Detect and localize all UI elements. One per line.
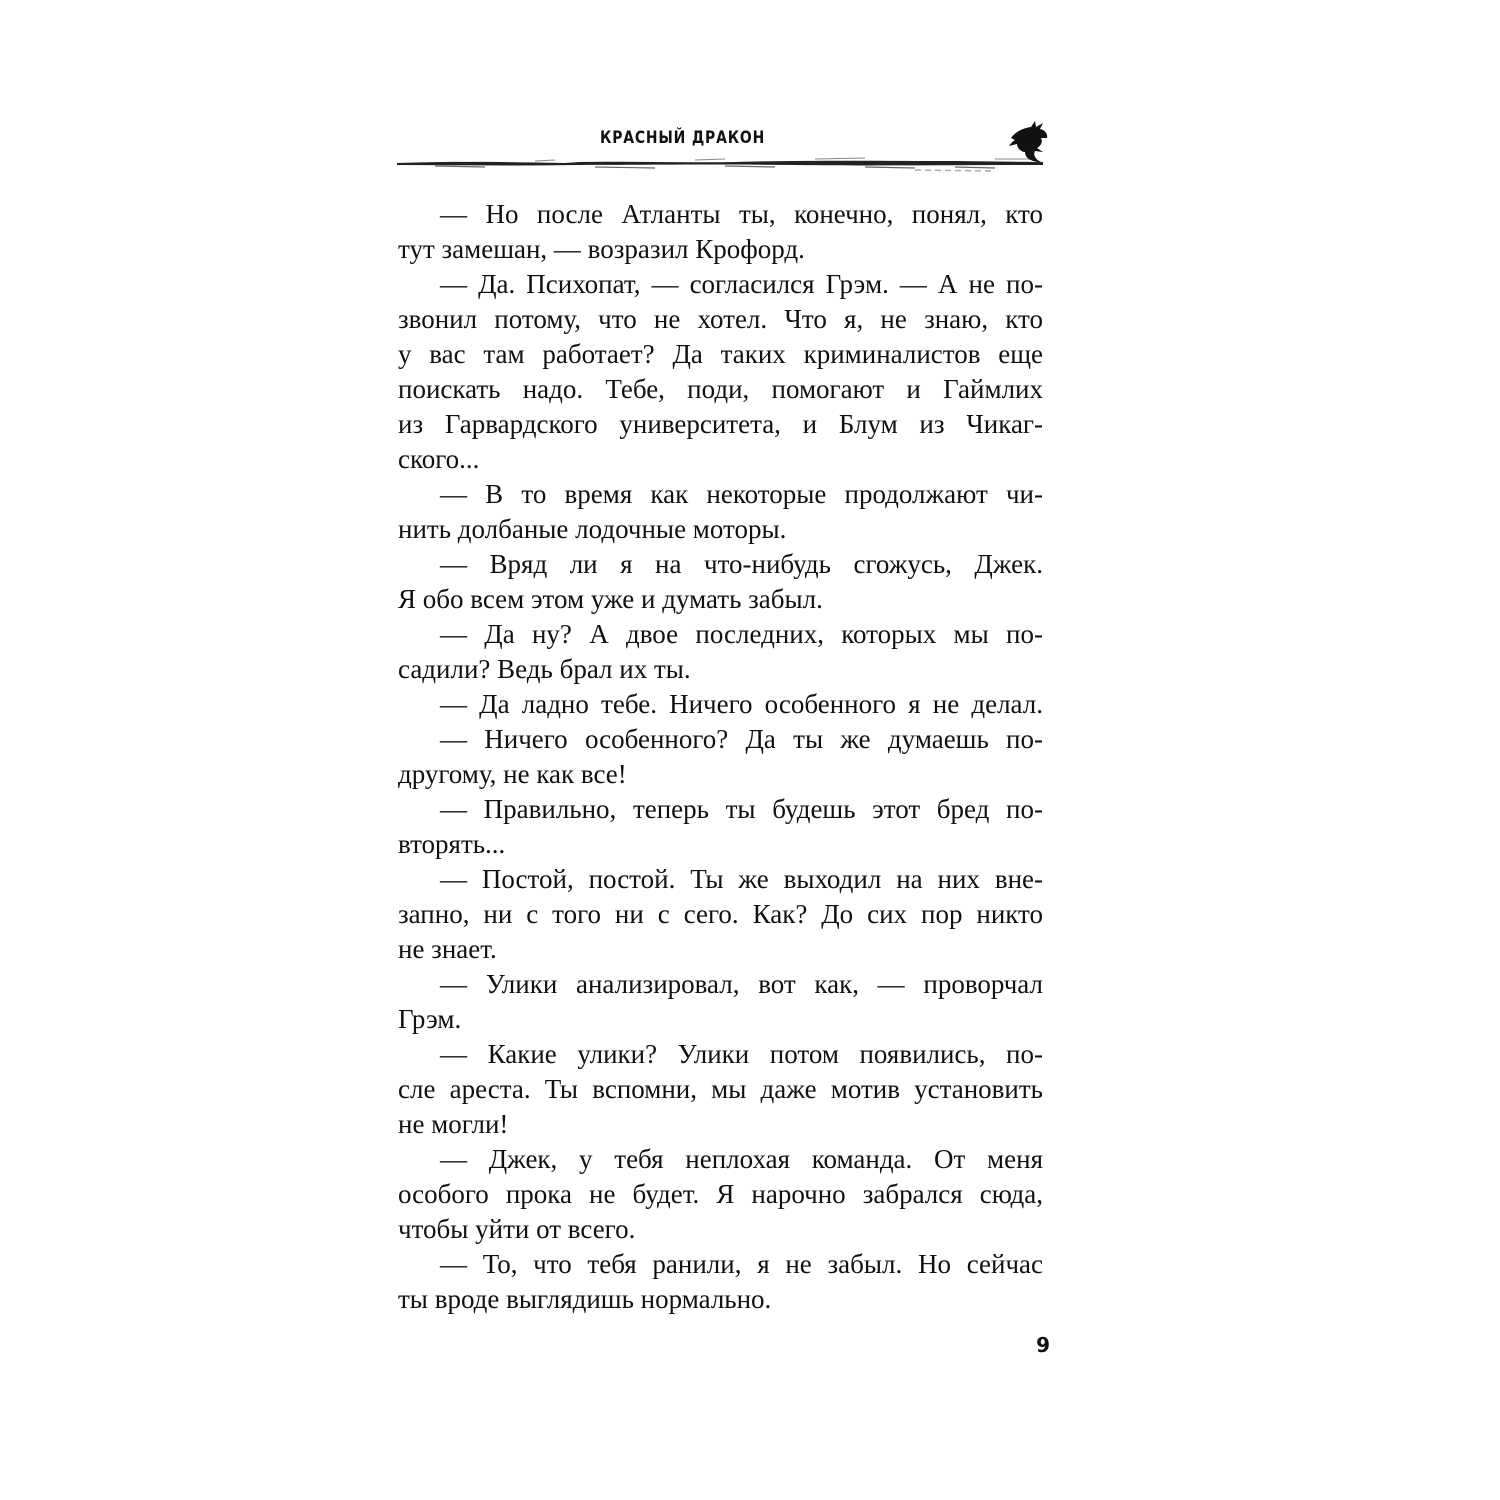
paragraph	[398, 1247, 1043, 1317]
text-line: ты вроде выглядишь нормально.	[398, 1284, 772, 1314]
text-line: нить долбаные лодочные моторы.	[398, 514, 787, 544]
dragon-icon	[1005, 118, 1051, 164]
text-line: другому, не как все!	[398, 759, 627, 789]
text-line: звонил потому, что не хотел. Что я, не знаю, кто	[398, 304, 1043, 334]
text-line: садили? Ведь брал их ты.	[398, 654, 691, 684]
paragraph	[398, 722, 1043, 792]
text-line: — Какие улики? Улики потом появились, по-	[440, 1039, 1043, 1069]
text-line: Грэм.	[398, 1004, 462, 1034]
text-line: запно, ни с того ни с сего. Как? До сих пор никто	[398, 899, 1043, 929]
text-line: — Да. Психопат, — согласился Грэм. — А не по-	[440, 269, 1043, 299]
text-line: у вас там работает? Да таких криминалистов еще	[398, 339, 1043, 369]
text-line: — Да ладно тебе. Ничего особенного я не делал.	[440, 689, 1043, 719]
text-line: — Ничего особенного? Да ты же думаешь по-	[440, 724, 1043, 754]
text-line: — В то время как некоторые продолжают чи-	[440, 479, 1043, 509]
text-line: — Постой, постой. Ты же выходил на них вне-	[440, 864, 1043, 894]
text-line: тут замешан, — возразил Крофорд.	[398, 234, 805, 264]
running-head-title: КРАСНЫЙ ДРАКОН	[600, 128, 766, 148]
text-line: — Но после Атланты ты, конечно, понял, кто	[440, 199, 1043, 229]
text-line: Я обо всем этом уже и думать забыл.	[398, 584, 823, 614]
paragraph	[398, 267, 1043, 477]
text-line: не могли!	[398, 1109, 509, 1139]
header-brush-rule	[395, 150, 1045, 180]
text-line: поискать надо. Тебе, поди, помогают и Гаймлих	[398, 374, 1043, 404]
text-line: не знает.	[398, 934, 497, 964]
text-line: сле ареста. Ты вспомни, мы даже мотив установить	[398, 1074, 1043, 1104]
text-line: — Правильно, теперь ты будешь этот бред по-	[440, 794, 1043, 824]
paragraph	[398, 197, 1043, 267]
paragraph	[398, 687, 1043, 722]
page-number: 9	[1036, 1333, 1050, 1357]
paragraph	[398, 617, 1043, 687]
paragraph	[398, 792, 1043, 862]
body-text	[398, 197, 1043, 1317]
text-line: чтобы уйти от всего.	[398, 1214, 636, 1244]
paragraph	[398, 967, 1043, 1037]
text-line: ского...	[398, 444, 480, 474]
paragraph	[398, 1142, 1043, 1247]
text-line: из Гарвардского университета, и Блум из Чикаг-	[398, 409, 1043, 439]
text-line: особого прока не будет. Я нарочно забрался сюда,	[398, 1179, 1043, 1209]
text-line: вторять...	[398, 829, 506, 859]
paragraph	[398, 862, 1043, 967]
paragraph	[398, 1037, 1043, 1142]
text-line: — Да ну? А двое последних, которых мы по-	[440, 619, 1043, 649]
text-line: — Улики анализировал, вот как, — проворчал	[440, 969, 1043, 999]
text-line: — Джек, у тебя неплохая команда. От меня	[440, 1144, 1043, 1174]
text-line: — То, что тебя ранили, я не забыл. Но сейчас	[440, 1249, 1043, 1279]
paragraph	[398, 477, 1043, 547]
text-line: — Вряд ли я на что-нибудь сгожусь, Джек.	[440, 549, 1043, 579]
paragraph	[398, 547, 1043, 617]
